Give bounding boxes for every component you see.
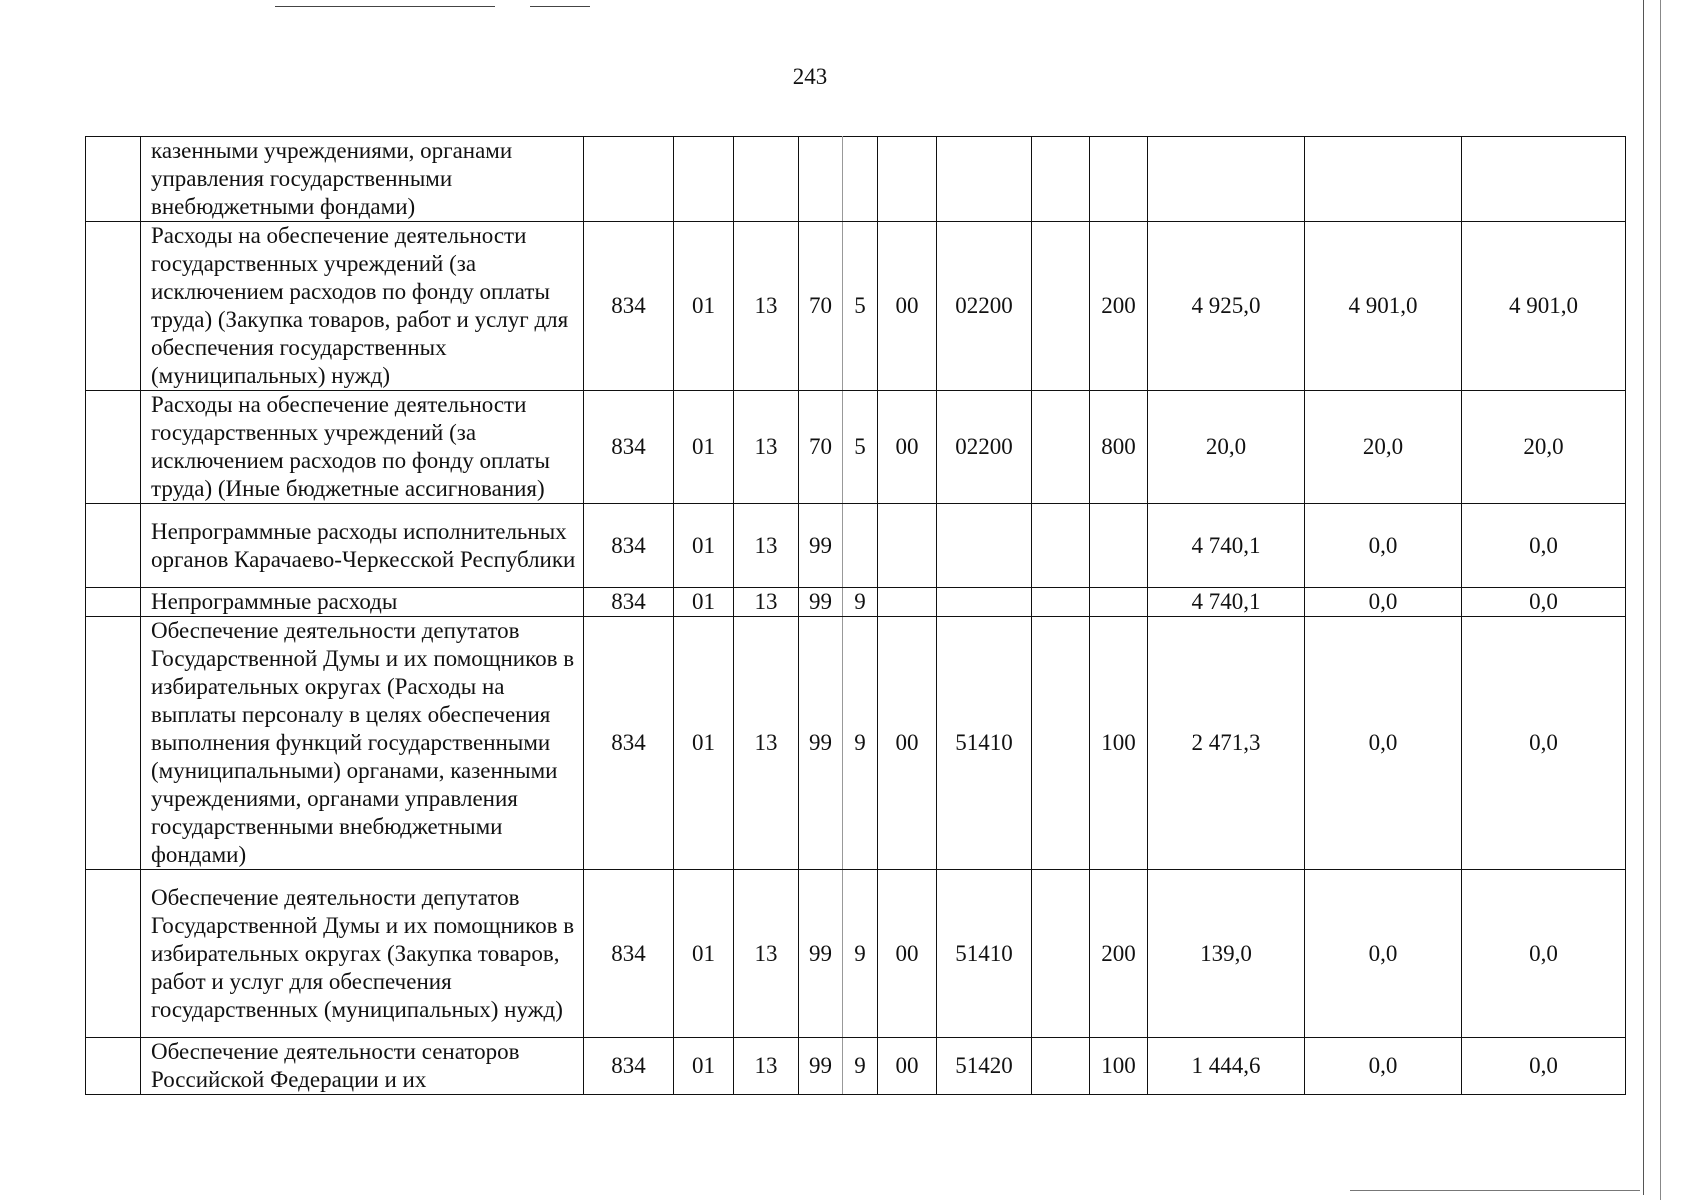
amount-1-cell: 4 925,0 [1148, 222, 1305, 391]
direction-cell: 51420 [937, 1038, 1032, 1095]
amount-2-cell [1305, 137, 1462, 222]
amount-3-cell: 0,0 [1462, 504, 1626, 588]
blank-cell [1032, 870, 1090, 1038]
amount-2-cell: 0,0 [1305, 1038, 1462, 1095]
row-marker-cell [86, 588, 141, 617]
description-cell: Расходы на обеспечение деятельности государственных учреждений (за исключением расходов по фонду оплаты труда) (Закупка товаров, работ и услуг для обеспечения государственных (муниципальных) нужд) [141, 222, 584, 391]
expense-type-cell: 100 [1090, 617, 1148, 870]
main-event-cell [878, 588, 937, 617]
description-cell: Обеспечение деятельности депутатов Государственной Думы и их помощников в избирательных округах (Расходы на выплаты персоналу в целях обеспечения выполнения функций государственными (муниципальными) органами, казенными учреждениями, органами управления государственными внебюджетными фондами) [141, 617, 584, 870]
main-event-cell [878, 137, 937, 222]
description-cell: Обеспечение деятельности депутатов Государственной Думы и их помощников в избирательных округах (Закупка товаров, работ и услуг для обеспечения государственных (муниципальных) нужд) [141, 870, 584, 1038]
subsection-cell: 13 [734, 391, 799, 504]
table-row [86, 617, 1626, 870]
amount-2-cell: 0,0 [1305, 617, 1462, 870]
ministry-cell: 834 [584, 870, 674, 1038]
program-cell: 70 [799, 391, 843, 504]
row-marker-cell [86, 870, 141, 1038]
table-row [86, 588, 1626, 617]
direction-cell [937, 588, 1032, 617]
ministry-cell: 834 [584, 504, 674, 588]
section-cell: 01 [674, 504, 734, 588]
description-cell: Непрограммные расходы исполнительных органов Карачаево-Черкесской Республики [141, 504, 584, 588]
section-cell [674, 137, 734, 222]
row-marker-cell [86, 222, 141, 391]
program-cell: 99 [799, 1038, 843, 1095]
main-event-cell: 00 [878, 222, 937, 391]
expense-type-cell: 200 [1090, 222, 1148, 391]
main-event-cell: 00 [878, 870, 937, 1038]
row-marker-cell [86, 391, 141, 504]
main-event-cell: 00 [878, 1038, 937, 1095]
section-cell: 01 [674, 391, 734, 504]
expense-type-cell: 800 [1090, 391, 1148, 504]
budget-table [85, 136, 1626, 1095]
blank-cell [1032, 137, 1090, 222]
scan-artifact-edge [1660, 0, 1661, 1200]
subsection-cell: 13 [734, 617, 799, 870]
blank-cell [1032, 1038, 1090, 1095]
amount-2-cell: 4 901,0 [1305, 222, 1462, 391]
subsection-cell: 13 [734, 222, 799, 391]
direction-cell: 51410 [937, 870, 1032, 1038]
section-cell: 01 [674, 588, 734, 617]
amount-3-cell: 0,0 [1462, 588, 1626, 617]
program-cell [799, 137, 843, 222]
main-event-cell: 00 [878, 391, 937, 504]
subsection-cell: 13 [734, 588, 799, 617]
amount-1-cell: 20,0 [1148, 391, 1305, 504]
row-marker-cell [86, 504, 141, 588]
program-cell: 99 [799, 588, 843, 617]
amount-1-cell: 4 740,1 [1148, 588, 1305, 617]
subprogram-cell: 9 [843, 588, 878, 617]
ministry-cell: 834 [584, 617, 674, 870]
ministry-cell: 834 [584, 222, 674, 391]
ministry-cell: 834 [584, 391, 674, 504]
section-cell: 01 [674, 617, 734, 870]
section-cell: 01 [674, 1038, 734, 1095]
subprogram-cell [843, 137, 878, 222]
blank-cell [1032, 504, 1090, 588]
main-event-cell: 00 [878, 617, 937, 870]
subsection-cell: 13 [734, 504, 799, 588]
expense-type-cell [1090, 137, 1148, 222]
description-cell: Расходы на обеспечение деятельности государственных учреждений (за исключением расходов по фонду оплаты труда) (Иные бюджетные ассигнования) [141, 391, 584, 504]
direction-cell: 51410 [937, 617, 1032, 870]
scan-artifact-line [530, 6, 590, 7]
table-row [86, 504, 1626, 588]
expense-type-cell [1090, 504, 1148, 588]
amount-2-cell: 0,0 [1305, 588, 1462, 617]
section-cell: 01 [674, 870, 734, 1038]
description-cell: Непрограммные расходы [141, 588, 584, 617]
amount-3-cell: 4 901,0 [1462, 222, 1626, 391]
description-cell: казенными учреждениями, органами управления государственными внебюджетными фондами) [141, 137, 584, 222]
scan-artifact-line [1350, 1190, 1640, 1191]
ministry-cell: 834 [584, 588, 674, 617]
scan-artifact-line [275, 6, 495, 7]
subprogram-cell: 9 [843, 870, 878, 1038]
subsection-cell: 13 [734, 1038, 799, 1095]
amount-1-cell: 1 444,6 [1148, 1038, 1305, 1095]
direction-cell: 02200 [937, 222, 1032, 391]
section-cell: 01 [674, 222, 734, 391]
direction-cell: 02200 [937, 391, 1032, 504]
amount-3-cell [1462, 137, 1626, 222]
program-cell: 99 [799, 617, 843, 870]
row-marker-cell [86, 617, 141, 870]
description-cell: Обеспечение деятельности сенаторов Российской Федерации и их [141, 1038, 584, 1095]
subsection-cell: 13 [734, 870, 799, 1038]
amount-2-cell: 0,0 [1305, 870, 1462, 1038]
page-number: 243 [792, 64, 828, 89]
subprogram-cell: 5 [843, 391, 878, 504]
row-marker-cell [86, 137, 141, 222]
expense-type-cell: 100 [1090, 1038, 1148, 1095]
amount-1-cell [1148, 137, 1305, 222]
subprogram-cell: 9 [843, 617, 878, 870]
blank-cell [1032, 391, 1090, 504]
subprogram-cell: 9 [843, 1038, 878, 1095]
amount-3-cell: 0,0 [1462, 1038, 1626, 1095]
ministry-cell: 834 [584, 1038, 674, 1095]
main-event-cell [878, 504, 937, 588]
direction-cell [937, 504, 1032, 588]
table-row [86, 137, 1626, 222]
blank-cell [1032, 617, 1090, 870]
direction-cell [937, 137, 1032, 222]
blank-cell [1032, 222, 1090, 391]
amount-3-cell: 20,0 [1462, 391, 1626, 504]
table-row [86, 870, 1626, 1038]
blank-cell [1032, 588, 1090, 617]
amount-2-cell: 20,0 [1305, 391, 1462, 504]
program-cell: 99 [799, 504, 843, 588]
subprogram-cell [843, 504, 878, 588]
amount-1-cell: 4 740,1 [1148, 504, 1305, 588]
amount-2-cell: 0,0 [1305, 504, 1462, 588]
ministry-cell [584, 137, 674, 222]
amount-1-cell: 139,0 [1148, 870, 1305, 1038]
subsection-cell [734, 137, 799, 222]
scan-artifact-edge [1643, 0, 1644, 1195]
amount-3-cell: 0,0 [1462, 870, 1626, 1038]
amount-3-cell: 0,0 [1462, 617, 1626, 870]
expense-type-cell [1090, 588, 1148, 617]
table-row [86, 391, 1626, 504]
program-cell: 70 [799, 222, 843, 391]
amount-1-cell: 2 471,3 [1148, 617, 1305, 870]
program-cell: 99 [799, 870, 843, 1038]
subprogram-cell: 5 [843, 222, 878, 391]
table-row [86, 1038, 1626, 1095]
expense-type-cell: 200 [1090, 870, 1148, 1038]
row-marker-cell [86, 1038, 141, 1095]
table-row [86, 222, 1626, 391]
